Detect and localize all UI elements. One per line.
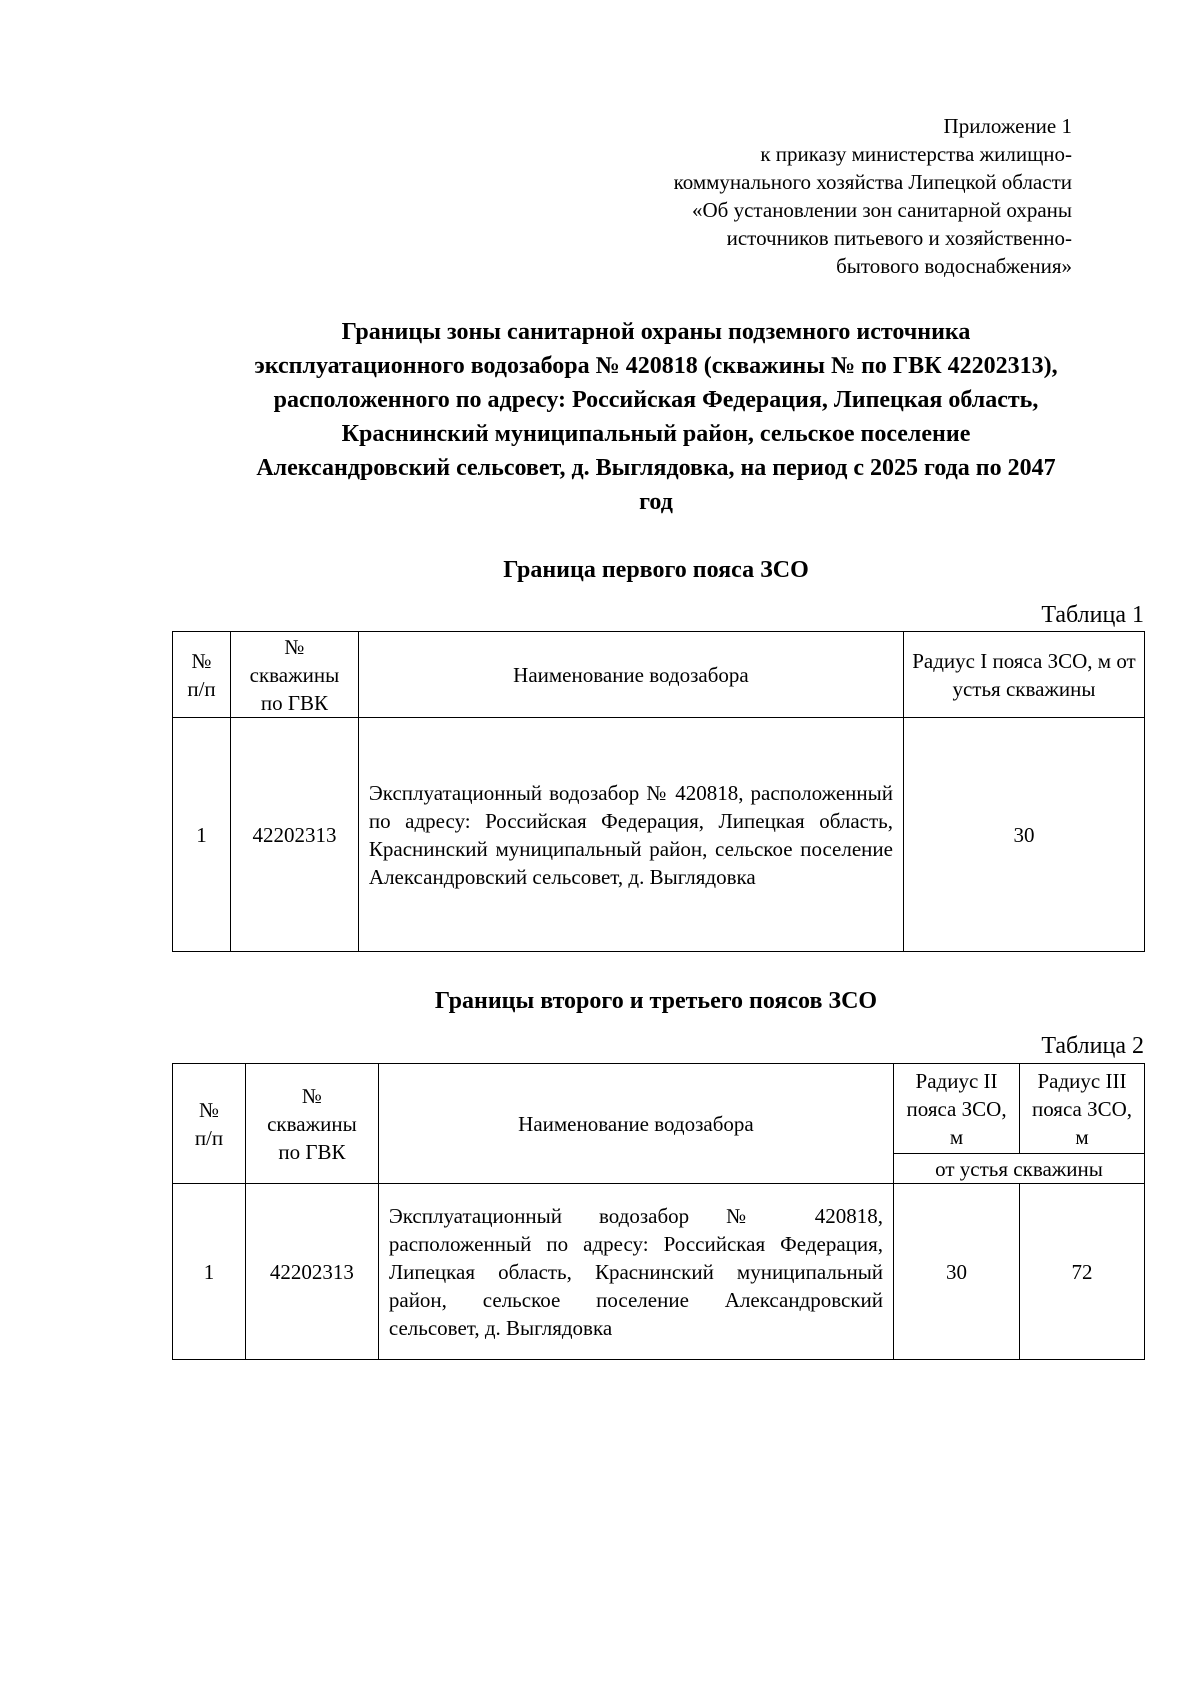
header-well: № скважины по ГВК xyxy=(230,632,358,718)
zone1-table xyxy=(172,631,1145,952)
cell-name: Эксплуатационный водозабор № 420818, расположенный по адресу: Российская Федерация, Липецкая область, Краснинский муниципальный район, сельское поселение Александровский сельсовет, д. Выглядовка xyxy=(358,718,903,952)
title-line: год xyxy=(639,489,673,515)
cell-radius2: 30 xyxy=(894,1184,1020,1360)
appendix-line: источников питьевого и хозяйственно- xyxy=(726,226,1072,250)
header-name: Наименование водозабора xyxy=(358,632,903,718)
header-num: № п/п xyxy=(173,632,231,718)
header-radius2: Радиус II пояса ЗСО, м xyxy=(894,1064,1020,1154)
appendix-line: Приложение 1 xyxy=(943,114,1072,138)
title-line: Краснинский муниципальный район, сельское поселение xyxy=(341,421,971,447)
title-line: Границы зоны санитарной охраны подземного источника xyxy=(341,319,971,345)
section1-title: Граница первого пояса ЗСО xyxy=(503,557,809,583)
header-from-mouth: от устья скважины xyxy=(894,1154,1145,1184)
header-name: Наименование водозабора xyxy=(378,1064,893,1184)
appendix-line: коммунального хозяйства Липецкой области xyxy=(673,170,1072,194)
table-header-row xyxy=(173,632,1145,718)
title-line: эксплуатационного водозабора № 420818 (скважины № по ГВК 42202313), xyxy=(254,353,1058,379)
appendix-header xyxy=(512,112,1072,280)
cell-radius3: 72 xyxy=(1020,1184,1145,1360)
cell-well: 42202313 xyxy=(245,1184,378,1360)
zone2-3-table xyxy=(172,1063,1145,1360)
table1-label: Таблица 1 xyxy=(1041,602,1144,628)
appendix-line: бытового водоснабжения» xyxy=(836,254,1072,278)
cell-radius1: 30 xyxy=(903,718,1144,952)
title-line: расположенного по адресу: Российская Федерация, Липецкая область, xyxy=(273,387,1039,413)
appendix-line: к приказу министерства жилищно- xyxy=(760,142,1072,166)
table2-label: Таблица 2 xyxy=(1041,1033,1144,1059)
table-row xyxy=(173,1184,1145,1360)
header-radius1: Радиус I пояса ЗСО, м от устья скважины xyxy=(903,632,1144,718)
cell-name: Эксплуатационный водозабор № 420818, расположенный по адресу: Российская Федерация, Липецкая область, Краснинский муниципальный район, сельское поселение Александровский сельсовет, д. Выглядовка xyxy=(378,1184,893,1360)
appendix-line: «Об установлении зон санитарной охраны xyxy=(692,198,1072,222)
cell-num: 1 xyxy=(173,718,231,952)
header-well: № скважины по ГВК xyxy=(245,1064,378,1184)
document-title xyxy=(172,315,1140,519)
header-num: № п/п xyxy=(173,1064,246,1184)
cell-well: 42202313 xyxy=(230,718,358,952)
section2-title: Границы второго и третьего поясов ЗСО xyxy=(434,988,878,1014)
title-line: Александровский сельсовет, д. Выглядовка, на период с 2025 года по 2047 xyxy=(256,455,1056,481)
table-header-row xyxy=(173,1064,1145,1154)
table-row xyxy=(173,718,1145,952)
cell-num: 1 xyxy=(173,1184,246,1360)
header-radius3: Радиус III пояса ЗСО, м xyxy=(1020,1064,1145,1154)
